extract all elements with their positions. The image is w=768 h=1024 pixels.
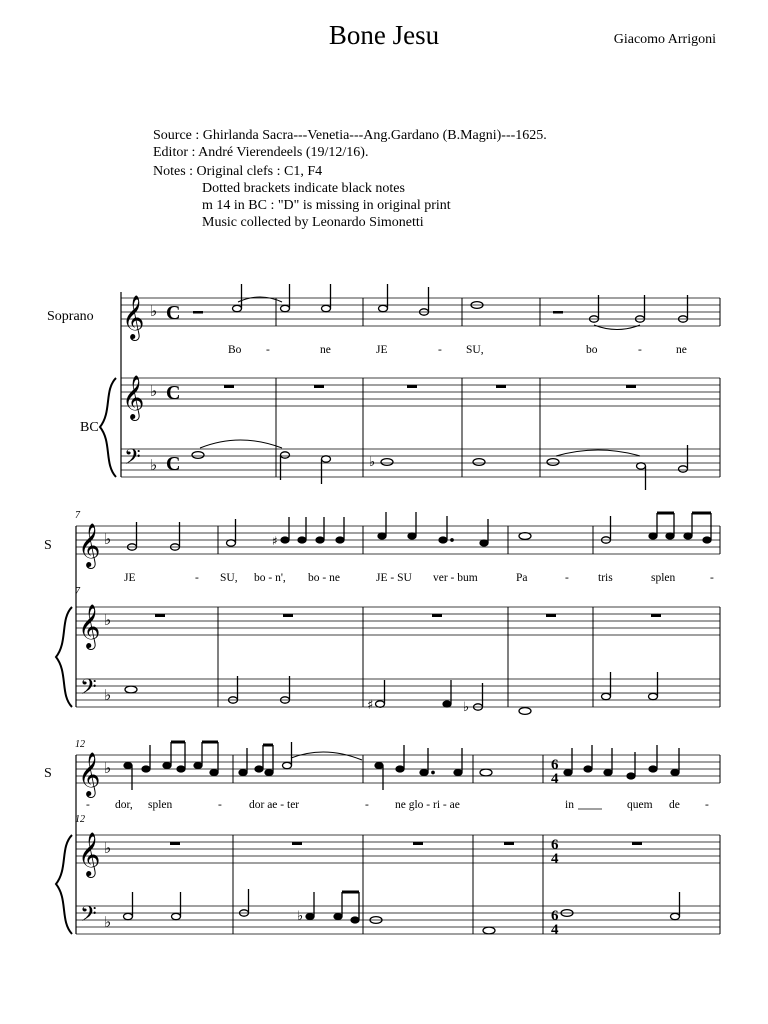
note-collected: Music collected by Leonardo Simonetti bbox=[202, 215, 424, 230]
editor-line: Editor : André Vierendeels (19/12/16). bbox=[153, 145, 369, 160]
lyric-syllable: - bbox=[365, 799, 369, 811]
lyric-syllable: bo - ne bbox=[308, 572, 340, 584]
lyric-syllable: - bbox=[438, 344, 442, 356]
measure-number: 12 bbox=[75, 814, 85, 825]
treble-clef-icon: 𝄞 bbox=[78, 752, 101, 796]
bc-rests bbox=[170, 842, 642, 845]
lyric-syllable: SU, bbox=[466, 344, 484, 356]
bass-clef-icon: 𝄢 bbox=[80, 902, 97, 932]
lyric-syllable: dor, bbox=[115, 799, 133, 811]
lyric-syllable: Pa bbox=[516, 572, 528, 584]
lyric-syllable: tris bbox=[598, 572, 613, 584]
page-title: Bone Jesu bbox=[328, 20, 440, 50]
bc-treble-staff bbox=[76, 835, 720, 863]
lyric-syllable: quem bbox=[627, 799, 653, 811]
lyrics-system-3 bbox=[86, 799, 709, 811]
lyric-syllable: ne bbox=[676, 344, 687, 356]
treble-clef-icon: 𝄞 bbox=[78, 604, 101, 648]
lyric-syllable: de bbox=[669, 799, 680, 811]
bc-treble-staff bbox=[121, 378, 720, 406]
flat-icon: ♭ bbox=[104, 530, 112, 548]
note-brackets: Dotted brackets indicate black notes bbox=[202, 181, 405, 196]
lyric-syllable: SU, bbox=[220, 572, 238, 584]
treble-clef-icon: 𝄞 bbox=[122, 295, 145, 339]
time-sig-top: 6 bbox=[551, 908, 559, 924]
lyric-syllable: bo bbox=[586, 344, 598, 356]
time-sig-top: 6 bbox=[551, 837, 559, 853]
time-signature: C bbox=[166, 453, 181, 475]
flat-icon: ♭ bbox=[104, 759, 112, 777]
note-m14: m 14 in BC : "D" is missing in original print bbox=[202, 198, 451, 213]
lyric-syllable: - bbox=[710, 572, 714, 584]
brace bbox=[100, 378, 116, 477]
system-3 bbox=[44, 739, 720, 938]
lyric-syllable: - bbox=[266, 344, 270, 356]
source-line: Source : Ghirlanda Sacra---Venetia---Ang.Gardano (B.Magni)---1625. bbox=[153, 128, 547, 143]
flat-icon: ♭ bbox=[150, 456, 158, 474]
soprano-notes bbox=[128, 512, 712, 550]
bass-clef-icon: 𝄢 bbox=[124, 445, 141, 475]
system-1 bbox=[47, 284, 720, 490]
treble-clef-icon: 𝄞 bbox=[78, 832, 101, 876]
system-2 bbox=[44, 510, 720, 715]
soprano-staff bbox=[121, 298, 720, 326]
measure-number: 7 bbox=[75, 510, 80, 521]
bc-rests bbox=[155, 614, 661, 617]
time-signature: C bbox=[166, 382, 181, 404]
bc-label: BC bbox=[80, 420, 99, 435]
lyric-syllable: in bbox=[565, 799, 574, 811]
flat-icon: ♭ bbox=[104, 839, 112, 857]
time-sig-bottom: 4 bbox=[551, 922, 559, 938]
soprano-label: Soprano bbox=[47, 309, 94, 324]
composer-name: Giacomo Arrigoni bbox=[613, 32, 716, 47]
flat-icon: ♭ bbox=[104, 611, 112, 629]
lyric-syllable: bo - n', bbox=[254, 572, 286, 584]
bc-rests bbox=[224, 385, 636, 388]
treble-clef-icon: 𝄞 bbox=[122, 375, 145, 419]
lyric-syllable: JE - SU bbox=[376, 572, 412, 584]
brace bbox=[56, 607, 72, 707]
bc-bass-staff bbox=[76, 906, 720, 934]
lyric-syllable: - bbox=[86, 799, 90, 811]
lyric-syllable: - bbox=[218, 799, 222, 811]
soprano-short-label: S bbox=[44, 766, 52, 781]
flat-icon: ♭ bbox=[150, 382, 158, 400]
clefs-note: Notes : Original clefs : C1, F4 bbox=[153, 164, 323, 179]
treble-clef-icon: 𝄞 bbox=[78, 523, 101, 567]
lyric-syllable: dor ae - ter bbox=[249, 799, 300, 811]
flat-icon: ♭ bbox=[463, 700, 470, 715]
time-sig-top: 6 bbox=[551, 757, 559, 773]
time-signature: C bbox=[166, 302, 181, 324]
sharp-icon: ♯ bbox=[272, 534, 278, 548]
lyric-syllable: - bbox=[565, 572, 569, 584]
lyric-syllable: ne glo - ri - ae bbox=[395, 799, 460, 811]
flat-icon: ♭ bbox=[150, 302, 158, 320]
lyric-syllable: - bbox=[195, 572, 199, 584]
flat-icon: ♭ bbox=[104, 686, 112, 704]
sharp-icon: ♯ bbox=[367, 698, 374, 713]
time-sig-bottom: 4 bbox=[551, 771, 559, 787]
lyric-syllable: splen bbox=[148, 799, 173, 811]
flat-icon: ♭ bbox=[297, 909, 304, 924]
lyrics-system-1 bbox=[228, 344, 687, 356]
lyric-syllable: - bbox=[638, 344, 642, 356]
lyric-syllable: Bo bbox=[228, 344, 242, 356]
soprano-short-label: S bbox=[44, 538, 52, 553]
barlines bbox=[233, 755, 720, 934]
bc-bass-staff bbox=[76, 679, 720, 707]
time-sig-bottom: 4 bbox=[551, 851, 559, 867]
brace bbox=[56, 835, 72, 934]
measure-number: 7 bbox=[75, 586, 80, 597]
bass-clef-icon: 𝄢 bbox=[80, 675, 97, 705]
lyric-syllable: splen bbox=[651, 572, 676, 584]
soprano-notes bbox=[193, 284, 688, 330]
lyrics-system-2 bbox=[124, 572, 714, 584]
lyric-syllable: JE bbox=[376, 344, 388, 356]
bc-treble-staff bbox=[76, 607, 720, 635]
lyric-syllable: ne bbox=[320, 344, 331, 356]
barlines bbox=[218, 526, 720, 707]
lyric-syllable: JE bbox=[124, 572, 136, 584]
bass-notes bbox=[192, 440, 688, 490]
flat-icon: ♭ bbox=[369, 455, 376, 470]
lyric-syllable: ver - bum bbox=[433, 572, 478, 584]
measure-number: 12 bbox=[75, 739, 85, 750]
lyric-syllable: - bbox=[705, 799, 709, 811]
flat-icon: ♭ bbox=[104, 913, 112, 931]
